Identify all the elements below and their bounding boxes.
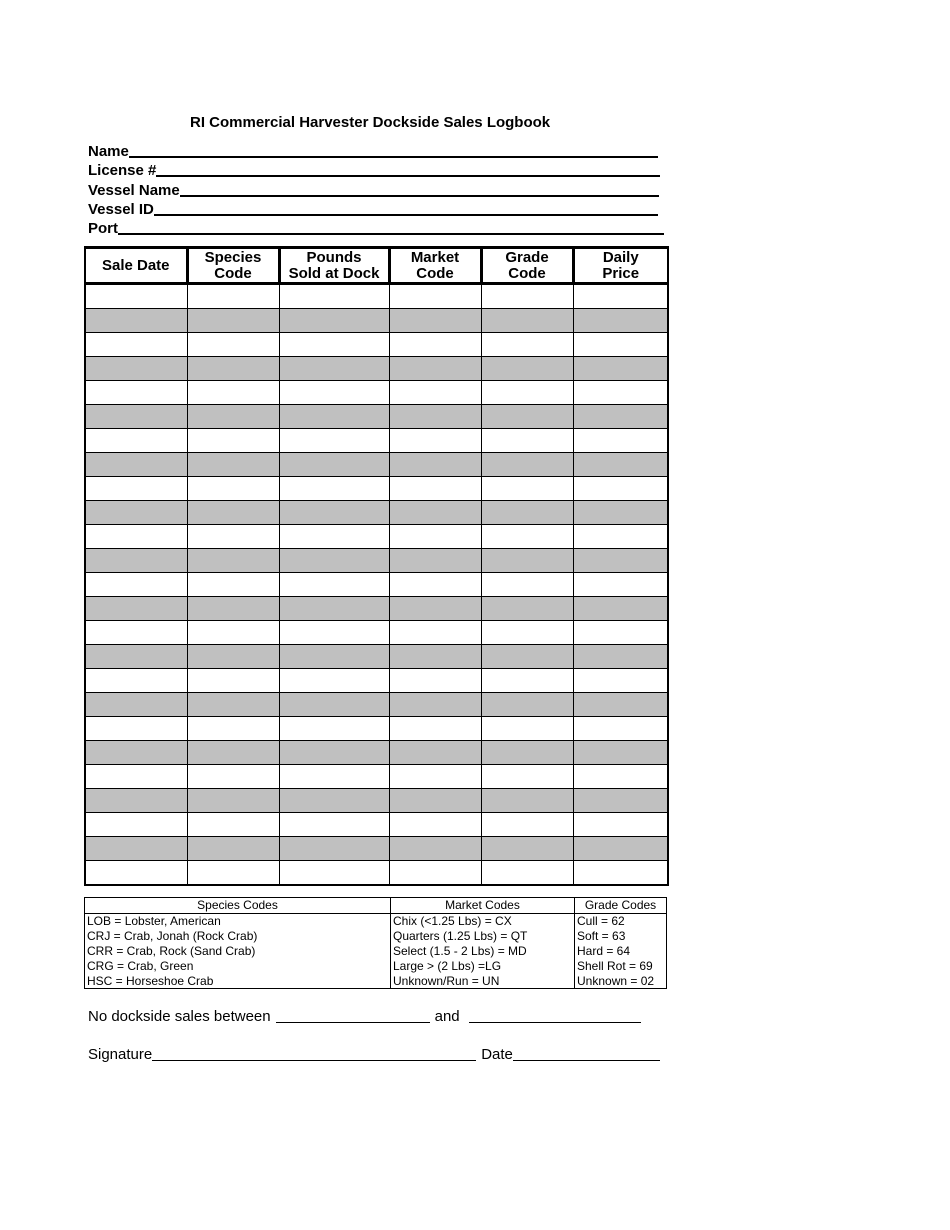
table-cell[interactable] xyxy=(279,525,389,549)
table-cell[interactable] xyxy=(573,333,668,357)
name-field[interactable] xyxy=(88,141,658,160)
species-codes-column xyxy=(85,898,390,988)
species-code-item: LOB = Lobster, American xyxy=(87,914,221,928)
table-row xyxy=(85,525,668,549)
grade-codes-column xyxy=(574,898,666,988)
table-cell[interactable] xyxy=(389,309,481,333)
no-sales-and-label: and xyxy=(434,1008,460,1025)
table-cell[interactable] xyxy=(481,741,573,765)
table-cell[interactable] xyxy=(573,717,668,741)
table-cell[interactable] xyxy=(85,405,187,429)
market-codes-column xyxy=(390,898,574,988)
table-row xyxy=(85,645,668,669)
table-cell[interactable] xyxy=(573,381,668,405)
table-cell[interactable] xyxy=(481,501,573,525)
table-cell[interactable] xyxy=(85,597,187,621)
no-sales-line xyxy=(88,1008,641,1025)
no-sales-end-date-field[interactable] xyxy=(469,1022,641,1023)
table-cell[interactable] xyxy=(573,477,668,501)
table-cell[interactable] xyxy=(85,429,187,453)
table-cell[interactable] xyxy=(573,813,668,837)
table-cell[interactable] xyxy=(85,357,187,381)
table-cell[interactable] xyxy=(573,573,668,597)
table-cell[interactable] xyxy=(573,789,668,813)
table-cell[interactable] xyxy=(85,645,187,669)
table-cell[interactable] xyxy=(85,861,187,886)
table-cell[interactable] xyxy=(85,333,187,357)
table-cell[interactable] xyxy=(187,837,279,861)
table-cell[interactable] xyxy=(481,357,573,381)
table-cell[interactable] xyxy=(573,501,668,525)
table-cell[interactable] xyxy=(481,717,573,741)
market-code-item: Quarters (1.25 Lbs) = QT xyxy=(393,929,528,943)
table-cell[interactable] xyxy=(481,429,573,453)
table-cell[interactable] xyxy=(389,477,481,501)
table-cell[interactable] xyxy=(481,453,573,477)
grade-code-item: Cull = 62 xyxy=(577,914,625,928)
table-cell[interactable] xyxy=(85,765,187,789)
table-cell[interactable] xyxy=(573,597,668,621)
table-cell[interactable] xyxy=(389,717,481,741)
table-cell[interactable] xyxy=(389,405,481,429)
table-cell[interactable] xyxy=(85,573,187,597)
license-field[interactable] xyxy=(88,160,660,179)
table-cell[interactable] xyxy=(187,621,279,645)
table-cell[interactable] xyxy=(85,549,187,573)
table-cell[interactable] xyxy=(389,501,481,525)
species-code-item: CRJ = Crab, Jonah (Rock Crab) xyxy=(87,929,258,943)
table-cell[interactable] xyxy=(573,669,668,693)
table-cell[interactable] xyxy=(187,741,279,765)
table-cell[interactable] xyxy=(573,309,668,333)
table-cell[interactable] xyxy=(481,573,573,597)
table-cell[interactable] xyxy=(389,429,481,453)
table-cell[interactable] xyxy=(481,669,573,693)
col-header-sale-date: Sale Date xyxy=(85,248,187,284)
table-cell[interactable] xyxy=(481,284,573,309)
table-cell[interactable] xyxy=(279,501,389,525)
table-cell[interactable] xyxy=(279,405,389,429)
market-code-item: Chix (<1.25 Lbs) = CX xyxy=(393,914,512,928)
table-cell[interactable] xyxy=(85,837,187,861)
grade-code-item: Hard = 64 xyxy=(577,944,631,958)
table-cell[interactable] xyxy=(573,405,668,429)
table-cell[interactable] xyxy=(389,357,481,381)
table-cell[interactable] xyxy=(279,765,389,789)
table-cell[interactable] xyxy=(85,284,187,309)
market-code-item: Unknown/Run = UN xyxy=(393,974,500,988)
table-cell[interactable] xyxy=(279,669,389,693)
table-cell[interactable] xyxy=(481,549,573,573)
vessel-name-field[interactable] xyxy=(88,180,659,199)
col-header-market-code: Market Code xyxy=(389,248,481,284)
table-cell[interactable] xyxy=(187,309,279,333)
codes-legend xyxy=(84,897,667,989)
table-cell[interactable] xyxy=(187,597,279,621)
table-cell[interactable] xyxy=(573,741,668,765)
table-cell[interactable] xyxy=(85,789,187,813)
table-cell[interactable] xyxy=(279,789,389,813)
vessel-id-label: Vessel ID xyxy=(88,201,154,218)
sales-log-table xyxy=(84,246,669,886)
port-label: Port xyxy=(88,220,118,237)
table-row xyxy=(85,621,668,645)
table-cell[interactable] xyxy=(481,693,573,717)
table-cell[interactable] xyxy=(279,357,389,381)
table-cell[interactable] xyxy=(85,669,187,693)
table-cell[interactable] xyxy=(389,525,481,549)
table-cell[interactable] xyxy=(573,284,668,309)
table-cell[interactable] xyxy=(389,669,481,693)
license-label: License # xyxy=(88,162,157,179)
table-cell[interactable] xyxy=(573,693,668,717)
market-codes-title: Market Codes xyxy=(391,898,574,914)
table-row xyxy=(85,765,668,789)
table-cell[interactable] xyxy=(279,477,389,501)
table-row xyxy=(85,693,668,717)
table-cell[interactable] xyxy=(187,381,279,405)
table-cell[interactable] xyxy=(389,549,481,573)
table-cell[interactable] xyxy=(481,837,573,861)
table-cell[interactable] xyxy=(573,357,668,381)
table-cell[interactable] xyxy=(187,357,279,381)
table-row xyxy=(85,741,668,765)
table-cell[interactable] xyxy=(279,645,389,669)
table-cell[interactable] xyxy=(279,621,389,645)
table-row xyxy=(85,717,668,741)
table-cell[interactable] xyxy=(85,813,187,837)
grade-code-item: Shell Rot = 69 xyxy=(577,959,653,973)
table-cell[interactable] xyxy=(187,789,279,813)
no-sales-start-date-field[interactable] xyxy=(276,1022,430,1023)
table-row xyxy=(85,429,668,453)
table-cell[interactable] xyxy=(481,525,573,549)
vessel-id-line xyxy=(154,214,658,216)
table-row xyxy=(85,357,668,381)
table-cell[interactable] xyxy=(389,573,481,597)
species-code-item: CRR = Crab, Rock (Sand Crab) xyxy=(87,944,256,958)
table-row xyxy=(85,477,668,501)
table-cell[interactable] xyxy=(279,381,389,405)
name-label: Name xyxy=(88,143,129,160)
table-cell[interactable] xyxy=(573,525,668,549)
table-cell[interactable] xyxy=(389,837,481,861)
table-cell[interactable] xyxy=(187,861,279,886)
table-row xyxy=(85,573,668,597)
table-cell[interactable] xyxy=(481,813,573,837)
table-cell[interactable] xyxy=(481,309,573,333)
signature-line xyxy=(88,1046,660,1063)
table-row xyxy=(85,453,668,477)
table-cell[interactable] xyxy=(279,549,389,573)
table-cell[interactable] xyxy=(481,405,573,429)
table-row xyxy=(85,381,668,405)
table-cell[interactable] xyxy=(187,765,279,789)
table-cell[interactable] xyxy=(85,621,187,645)
table-cell[interactable] xyxy=(389,765,481,789)
table-cell[interactable] xyxy=(481,789,573,813)
table-cell[interactable] xyxy=(389,284,481,309)
species-codes-title: Species Codes xyxy=(85,898,390,914)
table-cell[interactable] xyxy=(481,621,573,645)
table-cell[interactable] xyxy=(279,837,389,861)
table-cell[interactable] xyxy=(279,429,389,453)
table-cell[interactable] xyxy=(573,861,668,886)
table-cell[interactable] xyxy=(481,861,573,886)
table-cell[interactable] xyxy=(279,741,389,765)
table-cell[interactable] xyxy=(85,453,187,477)
table-cell[interactable] xyxy=(187,549,279,573)
vessel-id-field[interactable] xyxy=(88,199,658,218)
table-cell[interactable] xyxy=(279,693,389,717)
table-row xyxy=(85,333,668,357)
grade-code-item: Soft = 63 xyxy=(577,929,626,943)
table-cell[interactable] xyxy=(573,453,668,477)
date-label: Date xyxy=(481,1046,513,1063)
market-code-item: Large > (2 Lbs) =LG xyxy=(393,959,502,973)
signature-field[interactable] xyxy=(152,1060,476,1061)
table-row xyxy=(85,789,668,813)
table-cell[interactable] xyxy=(481,765,573,789)
table-cell[interactable] xyxy=(389,789,481,813)
col-header-species-code: Species Code xyxy=(187,248,279,284)
table-cell[interactable] xyxy=(187,501,279,525)
table-cell[interactable] xyxy=(481,477,573,501)
table-cell[interactable] xyxy=(573,549,668,573)
table-cell[interactable] xyxy=(279,573,389,597)
species-code-item: CRG = Crab, Green xyxy=(87,959,194,973)
table-cell[interactable] xyxy=(481,645,573,669)
table-cell[interactable] xyxy=(187,693,279,717)
table-cell[interactable] xyxy=(279,309,389,333)
table-cell[interactable] xyxy=(187,405,279,429)
table-row xyxy=(85,597,668,621)
table-cell[interactable] xyxy=(389,453,481,477)
table-cell[interactable] xyxy=(389,645,481,669)
table-cell[interactable] xyxy=(573,837,668,861)
page-title: RI Commercial Harvester Dockside Sales Logbook xyxy=(190,114,551,131)
table-row xyxy=(85,837,668,861)
species-code-item: HSC = Horseshoe Crab xyxy=(87,974,214,988)
table-cell[interactable] xyxy=(187,717,279,741)
table-cell[interactable] xyxy=(389,741,481,765)
table-cell[interactable] xyxy=(573,621,668,645)
table-cell[interactable] xyxy=(279,717,389,741)
table-cell[interactable] xyxy=(85,501,187,525)
table-cell[interactable] xyxy=(85,525,187,549)
table-cell[interactable] xyxy=(279,333,389,357)
grade-code-item: Unknown = 02 xyxy=(577,974,655,988)
table-cell[interactable] xyxy=(573,429,668,453)
col-header-pounds-sold: Pounds Sold at Dock xyxy=(279,248,389,284)
table-cell[interactable] xyxy=(481,597,573,621)
table-cell[interactable] xyxy=(85,381,187,405)
table-cell[interactable] xyxy=(573,645,668,669)
date-field[interactable] xyxy=(513,1060,660,1061)
table-cell[interactable] xyxy=(279,597,389,621)
table-cell[interactable] xyxy=(481,381,573,405)
signature-label: Signature xyxy=(88,1046,153,1063)
table-cell[interactable] xyxy=(187,573,279,597)
table-cell[interactable] xyxy=(389,381,481,405)
license-line xyxy=(156,175,660,177)
table-cell[interactable] xyxy=(389,333,481,357)
table-cell[interactable] xyxy=(389,621,481,645)
table-row xyxy=(85,309,668,333)
table-cell[interactable] xyxy=(279,861,389,886)
name-line xyxy=(129,156,658,158)
table-header-row xyxy=(85,248,668,284)
table-row xyxy=(85,284,668,309)
table-cell[interactable] xyxy=(279,453,389,477)
vessel-name-line xyxy=(180,195,659,197)
port-field[interactable] xyxy=(88,218,664,237)
table-cell[interactable] xyxy=(187,813,279,837)
table-cell[interactable] xyxy=(85,477,187,501)
table-body xyxy=(85,284,668,886)
table-cell[interactable] xyxy=(573,765,668,789)
table-cell[interactable] xyxy=(389,861,481,886)
table-cell[interactable] xyxy=(279,813,389,837)
table-cell[interactable] xyxy=(85,309,187,333)
table-cell[interactable] xyxy=(187,645,279,669)
table-row xyxy=(85,405,668,429)
table-cell[interactable] xyxy=(187,525,279,549)
table-cell[interactable] xyxy=(187,477,279,501)
vessel-name-label: Vessel Name xyxy=(88,182,180,199)
grade-codes-title: Grade Codes xyxy=(575,898,666,914)
table-cell[interactable] xyxy=(187,429,279,453)
market-code-item: Select (1.5 - 2 Lbs) = MD xyxy=(393,944,527,958)
table-row xyxy=(85,549,668,573)
table-cell[interactable] xyxy=(85,693,187,717)
table-cell[interactable] xyxy=(187,669,279,693)
table-cell[interactable] xyxy=(187,453,279,477)
table-cell[interactable] xyxy=(389,813,481,837)
table-cell[interactable] xyxy=(85,741,187,765)
col-header-grade-code: Grade Code xyxy=(481,248,573,284)
table-cell[interactable] xyxy=(279,284,389,309)
col-header-daily-price: Daily Price xyxy=(573,248,668,284)
table-cell[interactable] xyxy=(389,693,481,717)
table-cell[interactable] xyxy=(187,333,279,357)
port-line xyxy=(118,233,664,235)
no-sales-label: No dockside sales between xyxy=(88,1008,271,1025)
table-cell[interactable] xyxy=(187,284,279,309)
table-row xyxy=(85,669,668,693)
table-row xyxy=(85,813,668,837)
table-row xyxy=(85,861,668,886)
table-cell[interactable] xyxy=(389,597,481,621)
table-cell[interactable] xyxy=(481,333,573,357)
table-cell[interactable] xyxy=(85,717,187,741)
table-row xyxy=(85,501,668,525)
